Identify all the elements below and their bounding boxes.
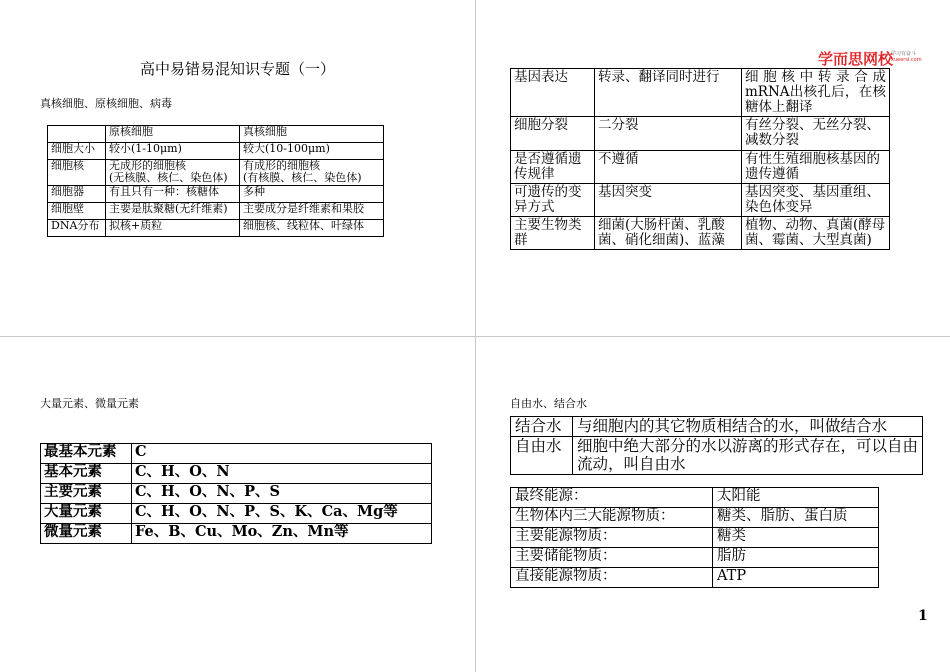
table-row — [511, 69, 890, 117]
table-cell: C — [132, 444, 432, 464]
section-heading-elements: 大量元素、微量元素 — [40, 397, 139, 410]
table-cell: 细胞大小 — [48, 143, 106, 160]
table-cell: 与细胞内的其它物质相结合的水，叫做结合水 — [573, 417, 923, 437]
section-heading-cells: 真核细胞、原核细胞、病毒 — [40, 97, 172, 110]
table-cell: 可遗传的变异方式 — [511, 183, 595, 216]
table-row — [41, 504, 432, 524]
logo-text: 学而思网校 — [818, 50, 894, 68]
table-cell: 脂肪 — [713, 548, 879, 568]
table-row — [48, 219, 384, 236]
table-cell: 太阳能 — [713, 488, 879, 508]
table-cell: 有成形的细胞核 (有核膜、核仁、染色体) — [240, 160, 384, 186]
page-title: 高中易错易混知识专题（一） — [139, 60, 335, 78]
table-cell: 基本元素 — [41, 464, 132, 484]
table-cell: Fe、B、Cu、Mo、Zn、Mn等 — [132, 524, 432, 544]
table-cell: 较小(1-10μm) — [106, 143, 240, 160]
table-cell: 细胞器 — [48, 185, 106, 202]
section-heading-water: 自由水、结合水 — [510, 397, 587, 410]
table-cell: 糖类、脂肪、蛋白质 — [713, 508, 879, 528]
table-cell: 生物体内三大能源物质： — [511, 508, 713, 528]
table-cell: ATP — [713, 568, 879, 588]
table-cell: 直接能源物质： — [511, 568, 713, 588]
table-row — [511, 508, 879, 528]
table-row — [41, 464, 432, 484]
table-cell: C、H、O、N — [132, 464, 432, 484]
table-cell: 真核细胞 — [240, 126, 384, 143]
water-table — [510, 416, 923, 475]
table-cell: 主要元素 — [41, 484, 132, 504]
table-row — [511, 528, 879, 548]
table-row — [41, 484, 432, 504]
table-cell: 自由水 — [511, 437, 573, 475]
table-cell: 二分裂 — [595, 117, 742, 150]
table-cell: 主要是肽聚糖(无纤维素) — [106, 202, 240, 219]
table-cell: 植物、动物、真菌(酵母菌、霉菌、大型真菌) — [742, 216, 890, 249]
table-cell: DNA分布 — [48, 219, 106, 236]
table-cell: 细菌(大肠杆菌、乳酸菌、硝化细菌)、蓝藻 — [595, 216, 742, 249]
table-cell: 是否遵循遗传规律 — [511, 150, 595, 183]
table-row — [511, 216, 890, 249]
logo-url: xueersi.com — [891, 57, 922, 63]
table-cell: 最基本元素 — [41, 444, 132, 464]
cell-comparison-table-continued — [510, 68, 890, 250]
table-cell: 细胞中绝大部分的水以游离的形式存在，可以自由流动，叫自由水 — [573, 437, 923, 475]
page-number: 1 — [918, 608, 928, 624]
table-cell: 基因突变、基因重组、染色体变异 — [742, 183, 890, 216]
table-row — [511, 437, 923, 475]
table-cell: 细胞核、线粒体、叶绿体 — [240, 219, 384, 236]
table-cell: 有性生殖细胞核基因的遗传遵循 — [742, 150, 890, 183]
table-row — [48, 202, 384, 219]
table-cell: 不遵循 — [595, 150, 742, 183]
table-row — [48, 143, 384, 160]
table-header-row — [48, 126, 384, 143]
table-row — [41, 524, 432, 544]
table-row — [511, 183, 890, 216]
table-cell: 细胞核中转录合成mRNA出核孔后，在核糖体上翻译 — [742, 69, 890, 117]
table-cell: 微量元素 — [41, 524, 132, 544]
table-cell: C、H、O、N、P、S、K、Ca、Mg等 — [132, 504, 432, 524]
table-cell: 转录、翻译同时进行 — [595, 69, 742, 117]
table-cell: 原核细胞 — [106, 126, 240, 143]
elements-table — [40, 443, 432, 544]
table-cell — [48, 126, 106, 143]
table-row — [511, 150, 890, 183]
table-row — [511, 568, 879, 588]
table-row — [41, 444, 432, 464]
table-cell: 主要成分是纤维素和果胶 — [240, 202, 384, 219]
table-cell: 有且只有一种：核糖体 — [106, 185, 240, 202]
table-cell: 细胞核 — [48, 160, 106, 186]
table-cell: 主要能源物质： — [511, 528, 713, 548]
table-cell: C、H、O、N、P、S — [132, 484, 432, 504]
table-cell: 基因表达 — [511, 69, 595, 117]
table-row — [511, 488, 879, 508]
table-cell: 糖类 — [713, 528, 879, 548]
table-cell: 主要储能物质： — [511, 548, 713, 568]
table-cell: 最终能源： — [511, 488, 713, 508]
table-cell: 细胞分裂 — [511, 117, 595, 150]
horizontal-divider — [0, 336, 950, 337]
table-cell: 较大(10-100μm) — [240, 143, 384, 160]
table-cell: 细胞壁 — [48, 202, 106, 219]
table-row — [511, 548, 879, 568]
table-row — [48, 160, 384, 186]
table-row — [48, 185, 384, 202]
table-row — [511, 417, 923, 437]
table-cell: 主要生物类群 — [511, 216, 595, 249]
table-cell: 拟核+质粒 — [106, 219, 240, 236]
table-cell: 无成形的细胞核 (无核膜、核仁、染色体) — [106, 160, 240, 186]
table-cell: 基因突变 — [595, 183, 742, 216]
table-cell: 多种 — [240, 185, 384, 202]
table-cell: 大量元素 — [41, 504, 132, 524]
logo-slogan: 学习有奋斗 — [891, 51, 917, 57]
table-cell: 结合水 — [511, 417, 573, 437]
cell-comparison-table — [47, 125, 384, 237]
table-cell: 有丝分裂、无丝分裂、减数分裂 — [742, 117, 890, 150]
energy-table — [510, 487, 879, 588]
table-row — [511, 117, 890, 150]
xueersi-logo — [818, 48, 922, 69]
